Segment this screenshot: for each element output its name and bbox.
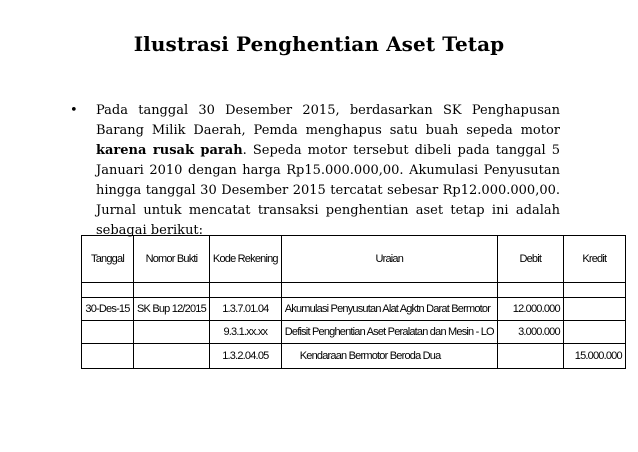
cell-nomor-bukti: SK Bup 12/2015 [134,298,210,321]
cell-uraian: Defisit Penghentian Aset Peralatan dan Mesin - LO [281,321,497,344]
header-tanggal: Tanggal [82,236,134,283]
cell-kredit [563,298,625,321]
cell-tanggal [82,344,134,369]
header-debit: Debit [497,236,563,283]
cell-uraian: Kendaraan Bermotor Beroda Dua [281,344,497,369]
paragraph-text-1: Pada tanggal 30 Desember 2015, berdasarkan SK Penghapusan Barang Milik Daerah, Pemda menghapus satu buah sepeda motor [96,103,560,138]
table-row [82,321,626,344]
cell-debit [497,344,563,369]
journal-header-row [82,236,626,283]
page-title: Ilustrasi Penghentian Aset Tetap [133,32,505,56]
header-kode-rekening: Kode Rekening [209,236,281,283]
paragraph-bold-text: karena rusak parah [96,143,243,158]
cell-tanggal: 30-Des-15 [82,298,134,321]
journal-table [81,235,626,369]
cell-uraian: Akumulasi Penyusutan Alat Agktn Darat Bermotor [281,298,497,321]
header-nomor-bukti: Nomor Bukti [134,236,210,283]
header-spacer-row [82,283,626,298]
cell-kode-rekening: 1.3.2.04.05 [209,344,281,369]
bullet-marker: • [70,103,78,118]
table-row [82,298,626,321]
cell-kode-rekening: 9.3.1.xx.xx [209,321,281,344]
header-uraian: Uraian [281,236,497,283]
cell-debit: 12.000.000 [497,298,563,321]
paragraph-text-2: . Sepeda motor tersebut dibeli pada tanggal 5 Januari 2010 dengan harga Rp15.000.000,00. Akumulasi Penyusutan hingga tanggal 30 Desember 2015 tercatat sebesar Rp12.000.000,00. Jurnal untuk mencatat transaksi penghentian aset tetap ini adalah sebagai berikut: [96,143,560,238]
cell-nomor-bukti [134,321,210,344]
table-row [82,344,626,369]
cell-nomor-bukti [134,344,210,369]
cell-debit: 3.000.000 [497,321,563,344]
description-paragraph [96,101,560,241]
cell-kredit [563,321,625,344]
cell-kode-rekening: 1.3.7.01.04 [209,298,281,321]
cell-kredit: 15.000.000 [563,344,625,369]
cell-tanggal [82,321,134,344]
header-kredit: Kredit [563,236,625,283]
